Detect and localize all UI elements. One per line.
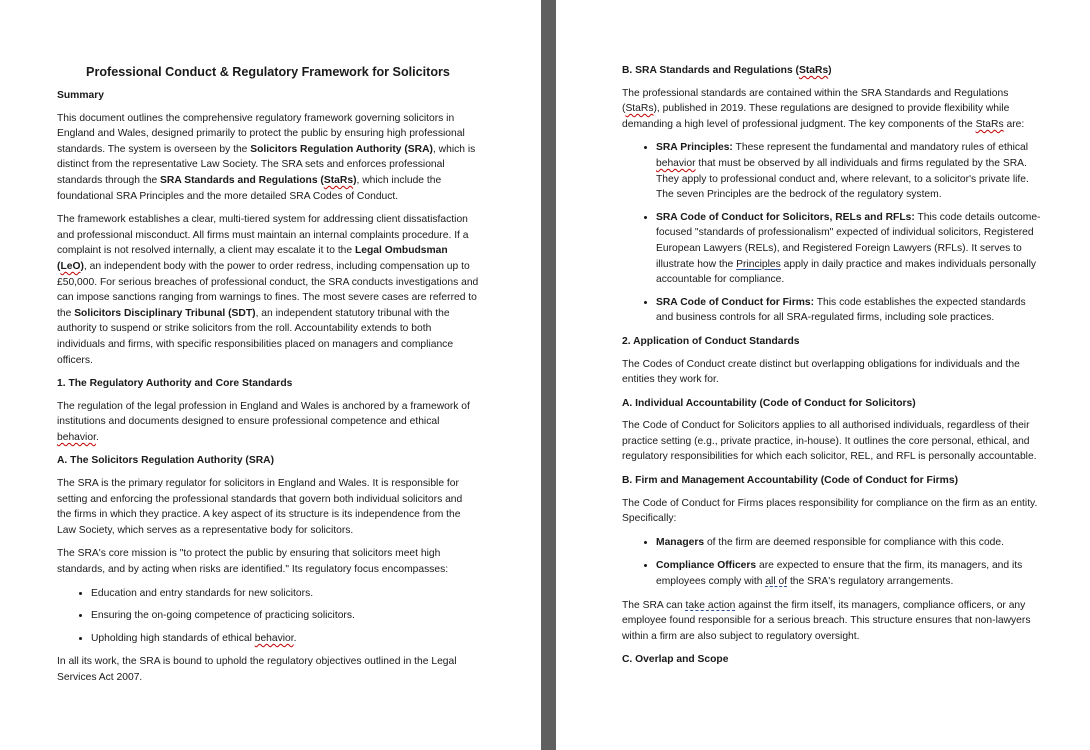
summary-paragraph-1 (57, 111, 479, 205)
text-run: These represent the fundamental and mandatory rules of ethical (732, 142, 1029, 154)
enforcement-paragraph (622, 598, 1044, 645)
list-item (656, 210, 1044, 288)
text-run: B. SRA Standards and Regulations ( (622, 65, 799, 76)
list-item (91, 631, 479, 647)
section-a2-paragraph: The Code of Conduct for Solicitors applies to all authorised individuals, regardless of their practice setting (e.g., private practice, in-house). It outlines the core personal, ethical, and regulatory responsibilities for which each solicitor, REL, and RFL is personally accountable. (622, 420, 1037, 463)
spelling-flagged-word[interactable]: StaRs (798, 65, 829, 76)
grammar-flagged-word[interactable]: Principles (736, 258, 781, 270)
bold-term-sra: Solicitors Regulation Authority (SRA) (250, 143, 433, 155)
section-b-paragraph (622, 86, 1044, 133)
bold-term-code-solicitors: SRA Code of Conduct for Solicitors, RELs and RFLs: (656, 211, 915, 223)
text-run: , which include the foundational SRA Principles and the more detailed SRA Codes of Conduct. (57, 174, 442, 202)
text-run: are: (1003, 118, 1025, 130)
section-1-heading: 1. The Regulatory Authority and Core Standards (57, 378, 293, 390)
document-title: Professional Conduct & Regulatory Framework for Solicitors (86, 65, 450, 79)
grammar-flagged-word[interactable]: all of (765, 576, 788, 588)
text-run: This code establishes the expected standards and business controls for all SRA-regulated firms, including sole practices. (656, 296, 1026, 324)
page-gutter (541, 0, 556, 750)
page-left-content (57, 63, 479, 694)
section-1-paragraph (57, 399, 479, 446)
list-item (656, 295, 1044, 326)
spelling-flagged-word[interactable]: behavior (57, 431, 96, 443)
text-run: the SRA's regulatory arrangements. (787, 576, 954, 588)
bold-term-code-firms: SRA Code of Conduct for Firms: (656, 296, 815, 308)
text-run: This document outlines the comprehensive regulatory framework governing solicitors in England and Wales, designed primarily to protect the public by ensuring high professional standards. The system is overseen by the (57, 112, 465, 155)
text-run: The framework establishes a clear, multi-tiered system for addressing client dissatisfaction and professional misconduct. All firms must maintain an internal complaints procedure. If a complaint is not resolved internally, a client may escalate it to the (57, 214, 469, 257)
section-a2-heading: A. Individual Accountability (Code of Conduct for Solicitors) (622, 397, 916, 409)
text-run: that must be observed by all individuals and firms regulated by the SRA. They apply to professional conduct and, where relevant, to a solicitor's private life. The seven Principles are the bedrock of the regulatory system. (656, 157, 1029, 201)
list-item (656, 558, 1044, 589)
text-run: Legal Ombudsman ( (57, 245, 448, 272)
text-run: against the firm itself, its managers, compliance officers, or any employee found responsible for a serious breach. This structure ensures that non-lawyers within a firm are also subject to regulatory oversight. (622, 599, 1031, 642)
text-run: apply in daily practice and makes individuals personally accountable for compliance. (656, 258, 1037, 286)
page-right-content (622, 63, 1044, 675)
section-2-heading: 2. Application of Conduct Standards (622, 335, 800, 347)
text-run: . (95, 431, 99, 443)
spelling-flagged-word[interactable]: behavior (254, 632, 294, 644)
bold-term-sdt: Solicitors Disciplinary Tribunal (SDT) (74, 307, 256, 319)
section-b2-paragraph: The Code of Conduct for Firms places responsibility for compliance on the firm as an entity. Specifically: (622, 497, 1038, 525)
text-run: ) (828, 65, 832, 76)
grammar-flagged-word[interactable]: take action (685, 599, 736, 611)
text-run: , which is distinct from the representative Law Society. The SRA sets and enforces professional standards through the (57, 143, 476, 186)
text-run: The SRA can (622, 599, 686, 611)
document-page-left (0, 0, 541, 750)
bold-term-principles: SRA Principles: (656, 142, 733, 154)
list-item: • Ensuring the on-going competence of practicing solicitors. (91, 608, 479, 624)
text-run: are expected to ensure that the firm, its managers, and its employees comply with (656, 560, 1023, 588)
regulatory-focus-list (57, 586, 479, 647)
text-run: , an independent body with the power to order redress, including compensation up to £50,000. For serious breaches of professional conduct, the SRA conducts investigations and can impose sanctions ranging from warnings to fines. The most severe cases are referred to the (57, 260, 479, 319)
text-run: SRA Standards and Regulations ( (160, 174, 324, 186)
spelling-flagged-word[interactable]: StaRs (975, 118, 1004, 130)
bold-term-compliance-officers: Compliance Officers (656, 560, 757, 572)
bold-term-managers: Managers (656, 536, 705, 548)
list-item (656, 535, 1044, 551)
bold-term-stars (160, 175, 356, 186)
firm-accountability-list (622, 535, 1044, 590)
text-run: ) (353, 174, 357, 186)
section-a-paragraph-1: The SRA is the primary regulator for solicitors in England and Wales. It is responsible for setting and enforcing the professional standards that govern both individual solicitors and the firms in which they practice. A key aspect of its structure is its independence from the Law Society, which serves as a representative body for solicitors. (57, 478, 463, 536)
spelling-flagged-word[interactable]: behavior (656, 157, 696, 169)
section-a-paragraph-2: The SRA's core mission is "to protect the public by ensuring that solicitors meet high standards, and by acting when risks are identified." Its regulatory focus encompasses: (57, 548, 449, 576)
text-run: ) (80, 260, 84, 272)
closing-paragraph: In all its work, the SRA is bound to uphold the regulatory objectives outlined in the Legal Services Act 2007. (57, 656, 457, 683)
text-run: The professional standards are contained within the SRA Standards and Regulations ( (622, 87, 1009, 115)
text-run: Upholding high standards of ethical (91, 632, 255, 644)
section-b2-heading: B. Firm and Management Accountability (Code of Conduct for Firms) (622, 475, 958, 487)
text-run: , an independent statutory tribunal with the authority to suspend or strike solicitors from the roll. Accountability extends to both individuals and firms, with specific responsibilities placed on managers and compliance officers. (57, 307, 454, 366)
section-b-heading (622, 63, 1044, 79)
spelling-flagged-word[interactable]: StaRs (323, 174, 354, 186)
text-run: The regulation of the legal profession in England and Wales is anchored by a framework of institutions and documents designed to ensure professional competence and ethical (57, 400, 470, 428)
spelling-flagged-word[interactable]: StaRs (625, 103, 654, 115)
section-c-heading: C. Overlap and Scope (622, 654, 729, 666)
text-run: This code details outcome-focused "standards of professionalism" expected of individual solicitors, Registered European Lawyers (RELs), and Registered Foreign Lawyers (RFLs). It serves to illustrate how the (656, 211, 1041, 270)
summary-heading: Summary (57, 90, 104, 101)
stars-components-list (622, 140, 1044, 326)
summary-paragraph-2 (57, 212, 479, 368)
spelling-flagged-word[interactable]: LeO (60, 260, 81, 272)
text-run: ), published in 2019. These regulations are designed to provide flexibility while demanding a high level of professional judgment. The key components of the (622, 103, 1010, 130)
list-item: • Education and entry standards for new solicitors. (91, 586, 479, 602)
text-run: of the firm are deemed responsible for compliance with this code. (704, 536, 1004, 548)
list-item (656, 140, 1044, 202)
section-a-heading: A. The Solicitors Regulation Authority (SRA) (57, 455, 274, 467)
section-2-paragraph: The Codes of Conduct create distinct but overlapping obligations for individuals and the entities they work for. (622, 358, 1020, 386)
document-page-right (556, 0, 1090, 750)
text-run: . (293, 632, 297, 644)
